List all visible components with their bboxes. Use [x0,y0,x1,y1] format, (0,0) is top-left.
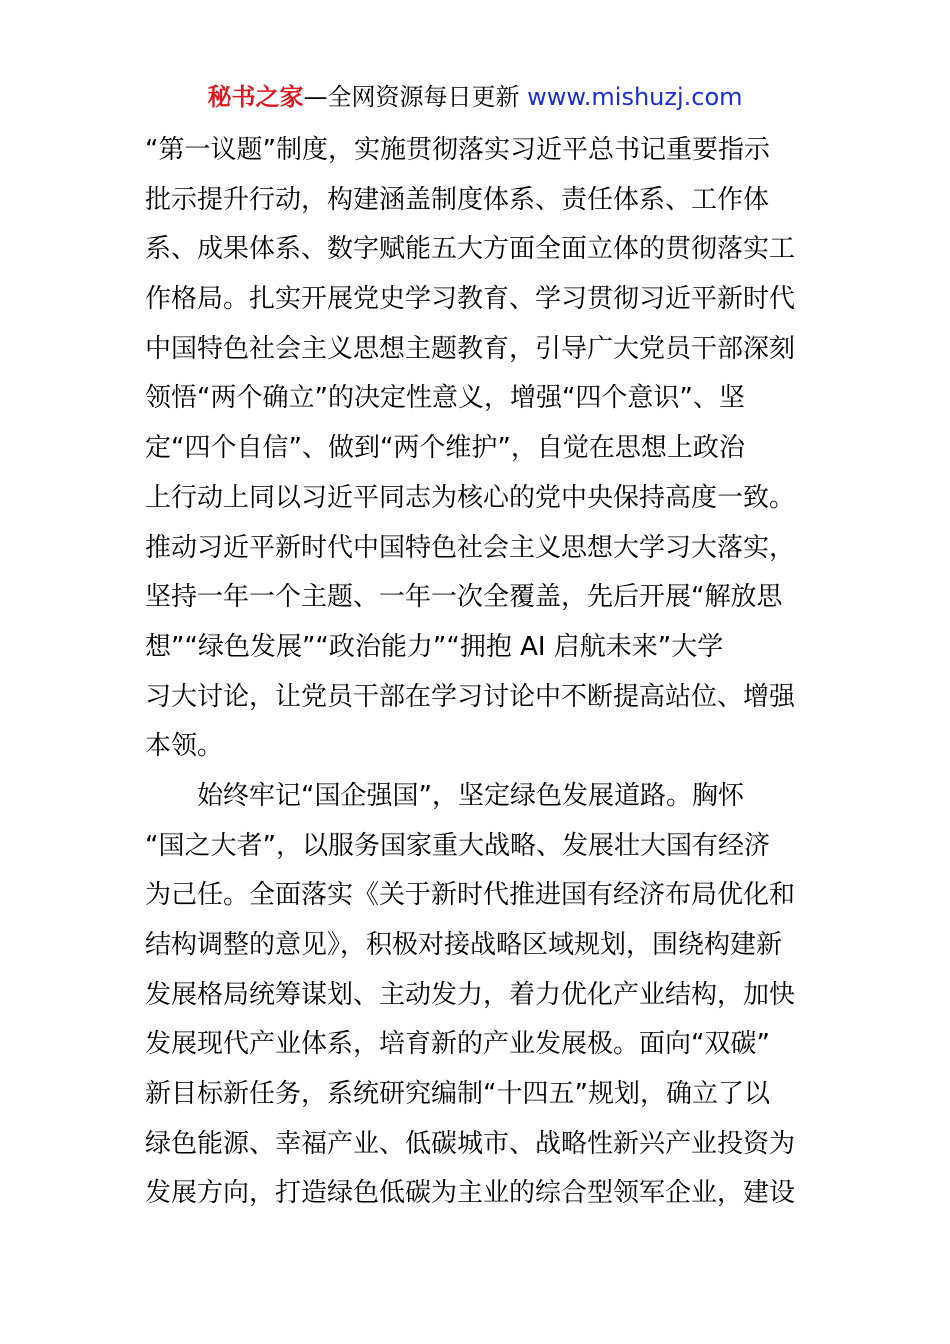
text-line: “第一议题”制度，实施贯彻落实习近平总书记重要指示 [145,135,770,165]
site-header [0,80,950,114]
text-line: 作格局。扎实开展党史学习教育、学习贯彻习近平新时代 [145,284,796,315]
text-line: 为己任。全面落实《关于新时代推进国有经济布局优化和 [145,880,796,911]
site-brand: 秘书之家 [207,83,304,111]
text-line: 上行动上同以习近平同志为核心的党中央保持高度一致。 [145,482,796,513]
text-line: 发展格局统筹谋划、主动发力，着力优化产业结构，加快 [145,979,796,1010]
text-line: 系、成果体系、数字赋能五大方面全面立体的贯彻落实工 [145,234,796,265]
text-line: 结构调整的意见》，积极对接战略区域规划，围绕构建新 [145,930,783,960]
text-line: 想”“绿色发展”“政治能力”“拥抱 AI 启航未来”大学 [145,631,724,662]
text-line: 新目标新任务，系统研究编制“十四五”规划，确立了以 [145,1079,770,1110]
text-line: 发展方向，打造绿色低碳为主业的综合型领军企业，建设 [145,1178,796,1209]
text-line: 坚持一年一个主题、一年一次全覆盖，先后开展“解放思 [145,582,783,613]
text-line: 定“四个自信”、做到“两个维护”，自觉在思想上政治 [145,433,745,464]
text-line: “国之大者”，以服务国家重大战略、发展壮大国有经济 [145,830,770,861]
text-line: 本领。 [145,731,224,762]
text-line: 推动习近平新时代中国特色社会主义思想大学习大落实， [145,532,796,563]
site-url-link[interactable]: www.mishuzj.com [527,83,743,111]
text-line: 始终牢记“国企强国”，坚定绿色发展道路。胸怀 [145,780,744,811]
text-line: 领悟“两个确立”的决定性意义，增强“四个意识”、坚 [145,383,745,414]
text-line: 习大讨论，让党员干部在学习讨论中不断提高站位、增强 [145,681,796,712]
site-tagline: —全网资源每日更新 [303,83,520,111]
text-line: 绿色能源、幸福产业、低碳城市、战略性新兴产业投资为 [145,1128,796,1159]
text-line: 中国特色社会主义思想主题教育，引导广大党员干部深刻 [145,333,796,364]
document-body [145,126,810,1219]
text-line: 批示提升行动，构建涵盖制度体系、责任体系、工作体 [145,184,770,215]
text-line: 发展现代产业体系，培育新的产业发展极。面向“双碳” [145,1029,770,1060]
